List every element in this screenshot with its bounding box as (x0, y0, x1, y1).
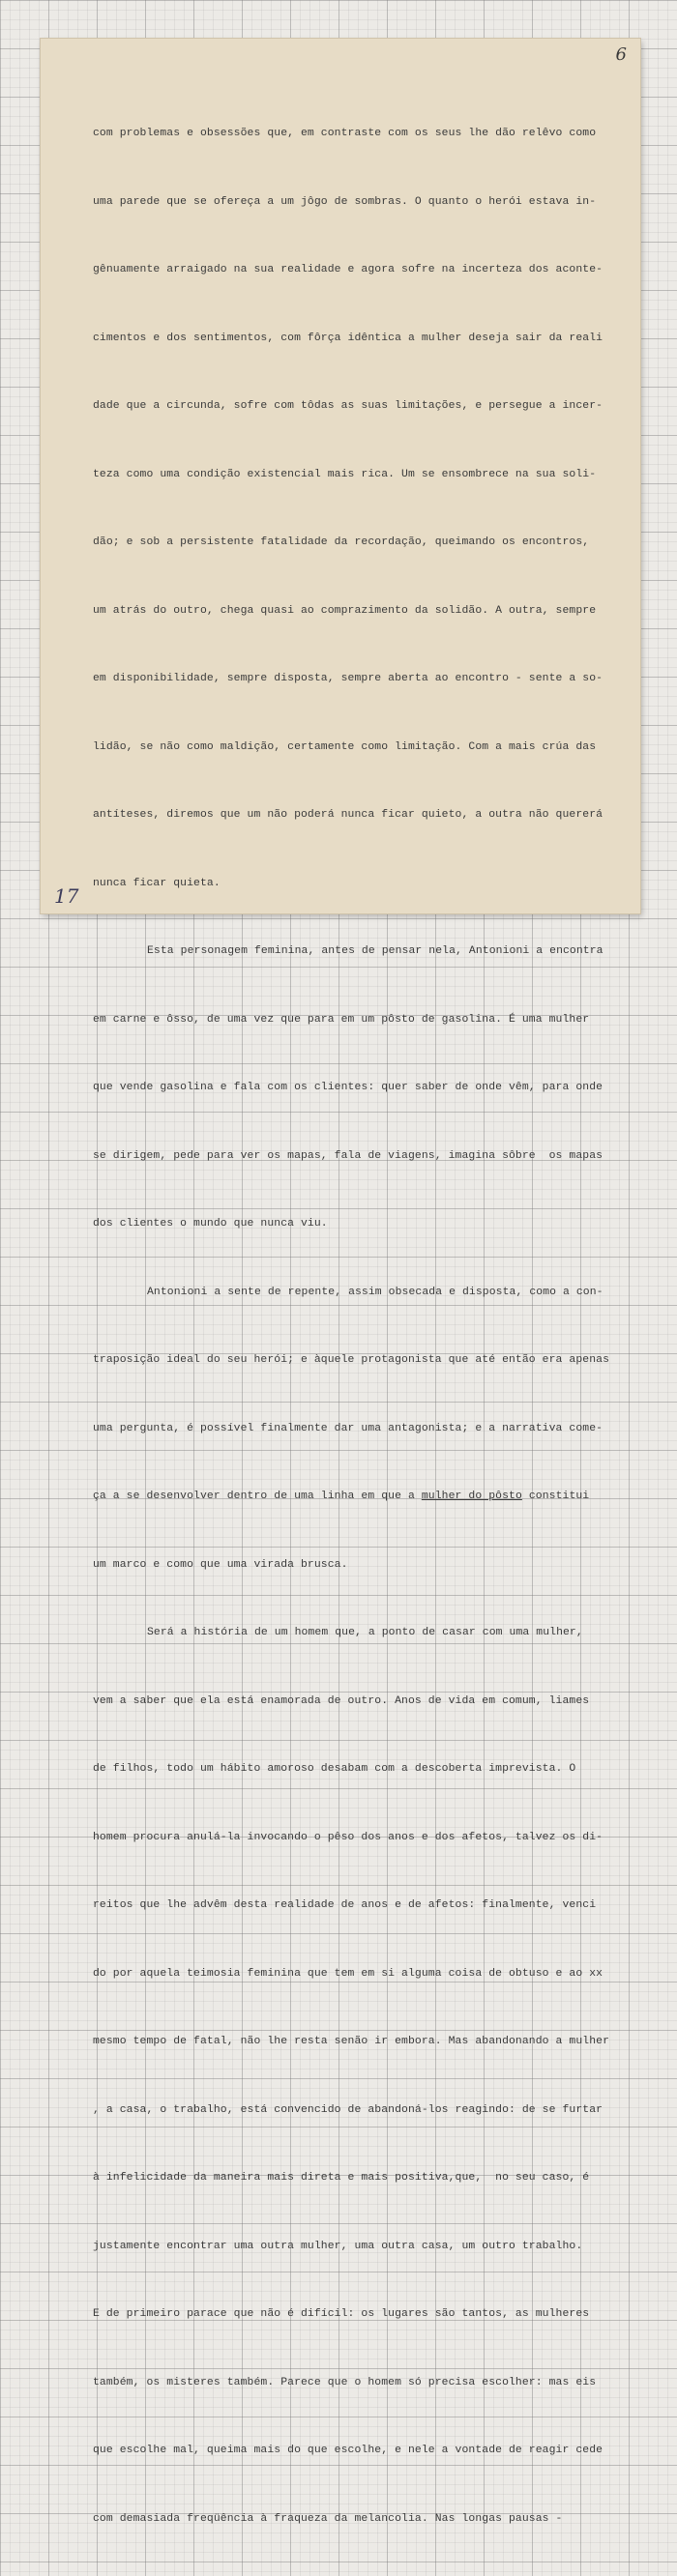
text-line: em disponibilidade, sempre disposta, sempre aberta ao encontro - sente a so- (93, 673, 603, 684)
text-line: à infelicidade da maneira mais direta e mais positiva,que, no seu caso, é (93, 2172, 590, 2184)
text-line: nunca ficar quieta. (93, 877, 221, 889)
text-line: que vende gasolina e fala com os clientes: quer saber de onde vêm, para onde (93, 1082, 603, 1093)
text-line: homem procura anulá-la invocando o pêso dos anos e dos afetos, talvez os di- (93, 1831, 603, 1843)
text-line: mesmo tempo de fatal, não lhe resta senão ir embora. Mas abandonando a mulher (93, 2036, 610, 2047)
text-line: que escolhe mal, queima mais do que escolhe, e nele a vontade de reagir cede (93, 2445, 603, 2456)
text-segment: ça a se desenvolver dentro de uma linha em que a (93, 1491, 422, 1502)
text-line-with-underline (93, 1486, 634, 1509)
text-line: de filhos, todo um hábito amoroso desabam com a descoberta imprevista. O (93, 1763, 576, 1775)
text-line: justamente encontrar uma outra mulher, uma outra casa, um outro trabalho. (93, 2240, 583, 2252)
text-line: também, os misteres também. Parece que o homem só precisa escolher: mas eis (93, 2376, 597, 2388)
text-segment: constitui (521, 1491, 590, 1502)
page-body-text (93, 77, 634, 2576)
text-line: dos clientes o mundo que nunca viu. (93, 1218, 328, 1230)
text-line: gênuamente arraigado na sua realidade e agora sofre na incerteza dos aconte- (93, 264, 603, 275)
text-line: uma parede que se ofereça a um jôgo de sombras. O quanto o herói estava in- (93, 195, 597, 208)
text-line: um marco e como que uma virada brusca. (93, 1558, 348, 1571)
text-line: uma pergunta, é possível finalmente dar uma antagonista; e a narrativa come- (93, 1422, 603, 1434)
typewritten-page (41, 39, 640, 2525)
text-line: traposição ideal do seu herói; e àquele protagonista que até então era apenas (93, 1354, 610, 1366)
text-line: em carne e ôsso, de uma vez que para em um pôsto de gasolina. É uma mulher (93, 1013, 590, 1026)
text-line: dade que a circunda, sofre com tôdas as suas limitações, e persegue a incer- (93, 400, 603, 412)
text-line: cimentos e dos sentimentos, com fôrça idêntica a mulher deseja sair da reali (93, 332, 603, 344)
text-line: E de primeiro parace que não é difícil: os lugares são tantos, as mulheres (93, 2308, 590, 2320)
text-line: lidão, se não como maldição, certamente como limitação. Com a mais crúa das (93, 740, 597, 753)
text-line: antíteses, diremos que um não poderá nunca ficar quieto, a outra não quererá (93, 809, 603, 821)
corner-number: 17 (54, 884, 79, 908)
text-line: Esta personagem feminina, antes de pensar nela, Antonioni a encontra (147, 945, 603, 957)
text-line: Será a história de um homem que, a ponto de casar com uma mulher, (147, 1627, 583, 1638)
text-line: com demasiada freqüência à fraqueza da melancolia. Nas longas pausas - (93, 2512, 563, 2525)
text-line: vem a saber que ela está enamorada de outro. Anos de vida em comum, liames (93, 1694, 590, 1707)
text-line: com problemas e obsessões que, em contraste com os seus lhe dão relêvo como (93, 128, 597, 139)
underlined-phrase: mulher do pôsto (421, 1491, 522, 1502)
text-line: reitos que lhe advêm desta realidade de anos e de afetos: finalmente, venci (93, 1899, 597, 1911)
page-number: 6 (615, 44, 627, 65)
text-line: se dirigem, pede para ver os mapas, fala de viagens, imagina sôbre os mapas (93, 1149, 603, 1162)
text-line: do por aquela teimosia feminina que tem em si alguma coisa de obtuso e ao xx (93, 1967, 603, 1980)
text-line: , a casa, o trabalho, está convencido de abandoná-los reagindo: de se furtar (93, 2103, 603, 2116)
text-line: Antonioni a sente de repente, assim obsecada e disposta, como a con- (147, 1286, 603, 1298)
text-line: dão; e sob a persistente fatalidade da recordação, queimando os encontros, (93, 536, 590, 548)
text-line: teza como uma condição existencial mais rica. Um se ensombrece na sua soli- (93, 468, 597, 480)
text-line: um atrás do outro, chega quasi ao comprazimento da solidão. A outra, sempre (93, 604, 597, 617)
